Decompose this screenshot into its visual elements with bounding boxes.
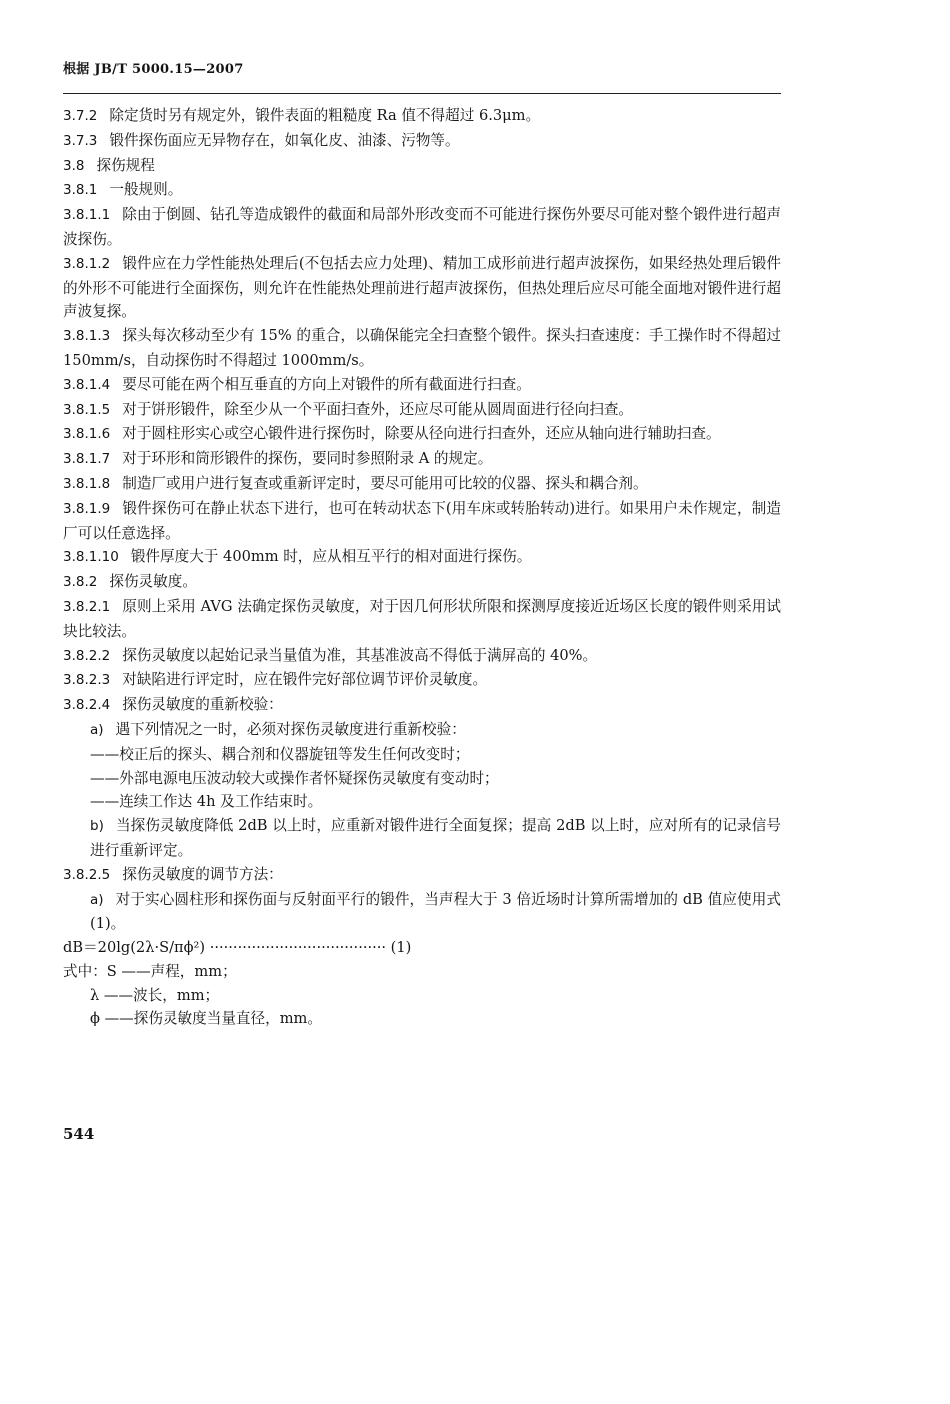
clause-3-8-1-10 — [63, 545, 781, 570]
clause-text: 要尽可能在两个相互垂直的方向上对锻件的所有截面进行扫查。 — [122, 375, 531, 393]
section-3-8 — [63, 154, 781, 179]
clause-text: 锻件探伤可在静止状态下进行，也可在转动状态下(用车床或转胎转动)进行。如果用户未作规定，制造厂可以任意选择。 — [63, 499, 781, 542]
clause-text: 锻件探伤面应无异物存在，如氧化皮、油漆、污物等。 — [109, 131, 460, 149]
clause-3-8-1-6 — [63, 422, 781, 447]
where-line: 式中：S ——声程，mm； — [63, 962, 237, 980]
clause-3-8-1-1 — [63, 203, 781, 252]
clause-number: 3.8.1.5 — [63, 401, 111, 418]
clause-3-8-2-2 — [63, 644, 781, 669]
clause-3-8-2-5 — [63, 863, 781, 888]
list-item-b — [63, 814, 781, 863]
clause-number: 3.8.2.1 — [63, 598, 111, 615]
clause-number: 3.8.1.2 — [63, 255, 111, 272]
clause-text: 探伤灵敏度的调节方法： — [122, 865, 283, 883]
list-item-a — [63, 718, 781, 743]
clause-3-8-2 — [63, 570, 781, 595]
clause-text: 锻件厚度大于 400mm 时，应从相互平行的相对面进行探伤。 — [130, 548, 532, 566]
page-number: 544 — [63, 1125, 95, 1143]
clause-number: 3.7.2 — [63, 108, 98, 124]
section-heading: 探伤规程 — [96, 156, 155, 174]
clause-number: 3.8.1.4 — [63, 376, 111, 393]
running-header: 根据 JB/T 5000.15—2007 — [63, 62, 244, 77]
clause-3-8-2-4 — [63, 693, 781, 718]
dash-item: ——外部电源电压波动较大或操作者怀疑探伤灵敏度有变动时； — [90, 769, 499, 787]
clause-number: 3.8.2.2 — [63, 647, 111, 664]
where-line: λ ——波长，mm； — [90, 986, 220, 1004]
clause-text: 探伤灵敏度。 — [109, 573, 197, 591]
clause-text: 一般规则。 — [109, 181, 183, 199]
clause-number: 3.8.1.8 — [63, 475, 111, 492]
clause-text: 对缺陷进行评定时，应在锻件完好部位调节评价灵敏度。 — [122, 671, 488, 689]
clause-number: 3.8.1.7 — [63, 451, 111, 468]
clause-text: 探伤灵敏度的重新校验： — [122, 696, 283, 714]
clause-number: 3.7.3 — [63, 132, 98, 149]
clause-3-8-1-5 — [63, 398, 781, 423]
clause-text: 对于饼形锻件，除至少从一个平面扫查外，还应尽可能从圆周面进行径向扫查。 — [122, 400, 634, 418]
clause-number: 3.8.1.9 — [63, 500, 111, 517]
clause-text: 探伤灵敏度以起始记录当量值为准，其基准波高不得低于满屏高的 40%。 — [122, 646, 598, 664]
clause-3-8-1-4 — [63, 373, 781, 398]
clause-text: 原则上采用 AVG 法确定探伤灵敏度，对于因几何形状所限和探测厚度接近近场区长度的锻件则采用试块比较法。 — [63, 597, 781, 640]
clause-text: 探头每次移动至少有 15% 的重合，以确保能完全扫查整个锻件。探头扫查速度：手工操作时不得超过 150mm/s，自动探伤时不得超过 1000mm/s。 — [63, 327, 781, 369]
clause-number: 3.8.1.10 — [63, 549, 119, 566]
clause-text: 对于环形和筒形锻件的探伤，要同时参照附录 A 的规定。 — [122, 450, 493, 468]
clause-number: 3.8.2 — [63, 574, 98, 591]
formula-1: dB＝20lg(2λ·S/πϕ²) ······································ (1) — [63, 939, 412, 957]
clause-number: 3.8.1 — [63, 182, 98, 199]
clause-number: 3.8.1.6 — [63, 426, 111, 443]
clause-number: 3.8.2.3 — [63, 672, 111, 689]
clause-3-7-2 — [63, 104, 781, 129]
clause-text: 锻件应在力学性能热处理后(不包括去应力处理)、精加工成形前进行超声波探伤，如果经热处理后锻件的外形不可能进行全面探伤，则允许在性能热处理前进行超声波探伤，但热处理后应尽可能全面地对锻件进行超声波复探。 — [63, 254, 781, 321]
where-line: ϕ ——探伤灵敏度当量直径，mm。 — [90, 1010, 322, 1028]
clause-number: 3.8.2.4 — [63, 697, 111, 714]
list-text: 遇下列情况之一时，必须对探伤灵敏度进行重新校验： — [115, 720, 466, 738]
clause-text: 制造厂或用户进行复查或重新评定时，要尽可能用可比较的仪器、探头和耦合剂。 — [122, 474, 648, 492]
clause-3-8-2-3 — [63, 668, 781, 693]
clause-text: 除定货时另有规定外，锻件表面的粗糙度 Ra 值不得超过 6.3μm。 — [109, 107, 541, 124]
list-item-a2 — [63, 888, 781, 937]
list-label: a) — [90, 891, 104, 908]
document-body — [63, 104, 781, 1031]
clause-3-8-1-2 — [63, 252, 781, 324]
clause-text: 对于圆柱形实心或空心锻件进行探伤时，除要从径向进行扫查外，还应从轴向进行辅助扫查。 — [122, 425, 721, 443]
list-label: a) — [90, 721, 104, 738]
clause-number: 3.8.1.1 — [63, 207, 111, 224]
clause-text: 除由于倒圆、钻孔等造成锻件的截面和局部外形改变而不可能进行探伤外要尽可能对整个锻件进行超声波探伤。 — [63, 206, 781, 248]
list-text: 对于实心圆柱形和探伤面与反射面平行的锻件，当声程大于 3 倍近场时计算所需增加的 dB 值应使用式(1)。 — [90, 890, 781, 933]
header-rule — [63, 93, 781, 94]
list-label: b) — [90, 818, 104, 835]
list-text: 当探伤灵敏度降低 2dB 以上时，应重新对锻件进行全面复探；提高 2dB 以上时，应对所有的记录信号进行重新评定。 — [90, 817, 781, 859]
dash-item: ——校正后的探头、耦合剂和仪器旋钮等发生任何改变时； — [90, 745, 470, 763]
clause-number: 3.8.1.3 — [63, 328, 111, 345]
clause-number: 3.8.2.5 — [63, 866, 111, 883]
dash-item: ——连续工作达 4h 及工作结束时。 — [90, 793, 323, 811]
clause-3-8-1-7 — [63, 447, 781, 472]
clause-3-8-1-9 — [63, 497, 781, 546]
clause-number: 3.8 — [63, 157, 85, 174]
clause-3-7-3 — [63, 129, 781, 154]
clause-3-8-1-8 — [63, 472, 781, 497]
clause-3-8-1-3 — [63, 324, 781, 373]
clause-3-8-1 — [63, 178, 781, 203]
clause-3-8-2-1 — [63, 595, 781, 644]
